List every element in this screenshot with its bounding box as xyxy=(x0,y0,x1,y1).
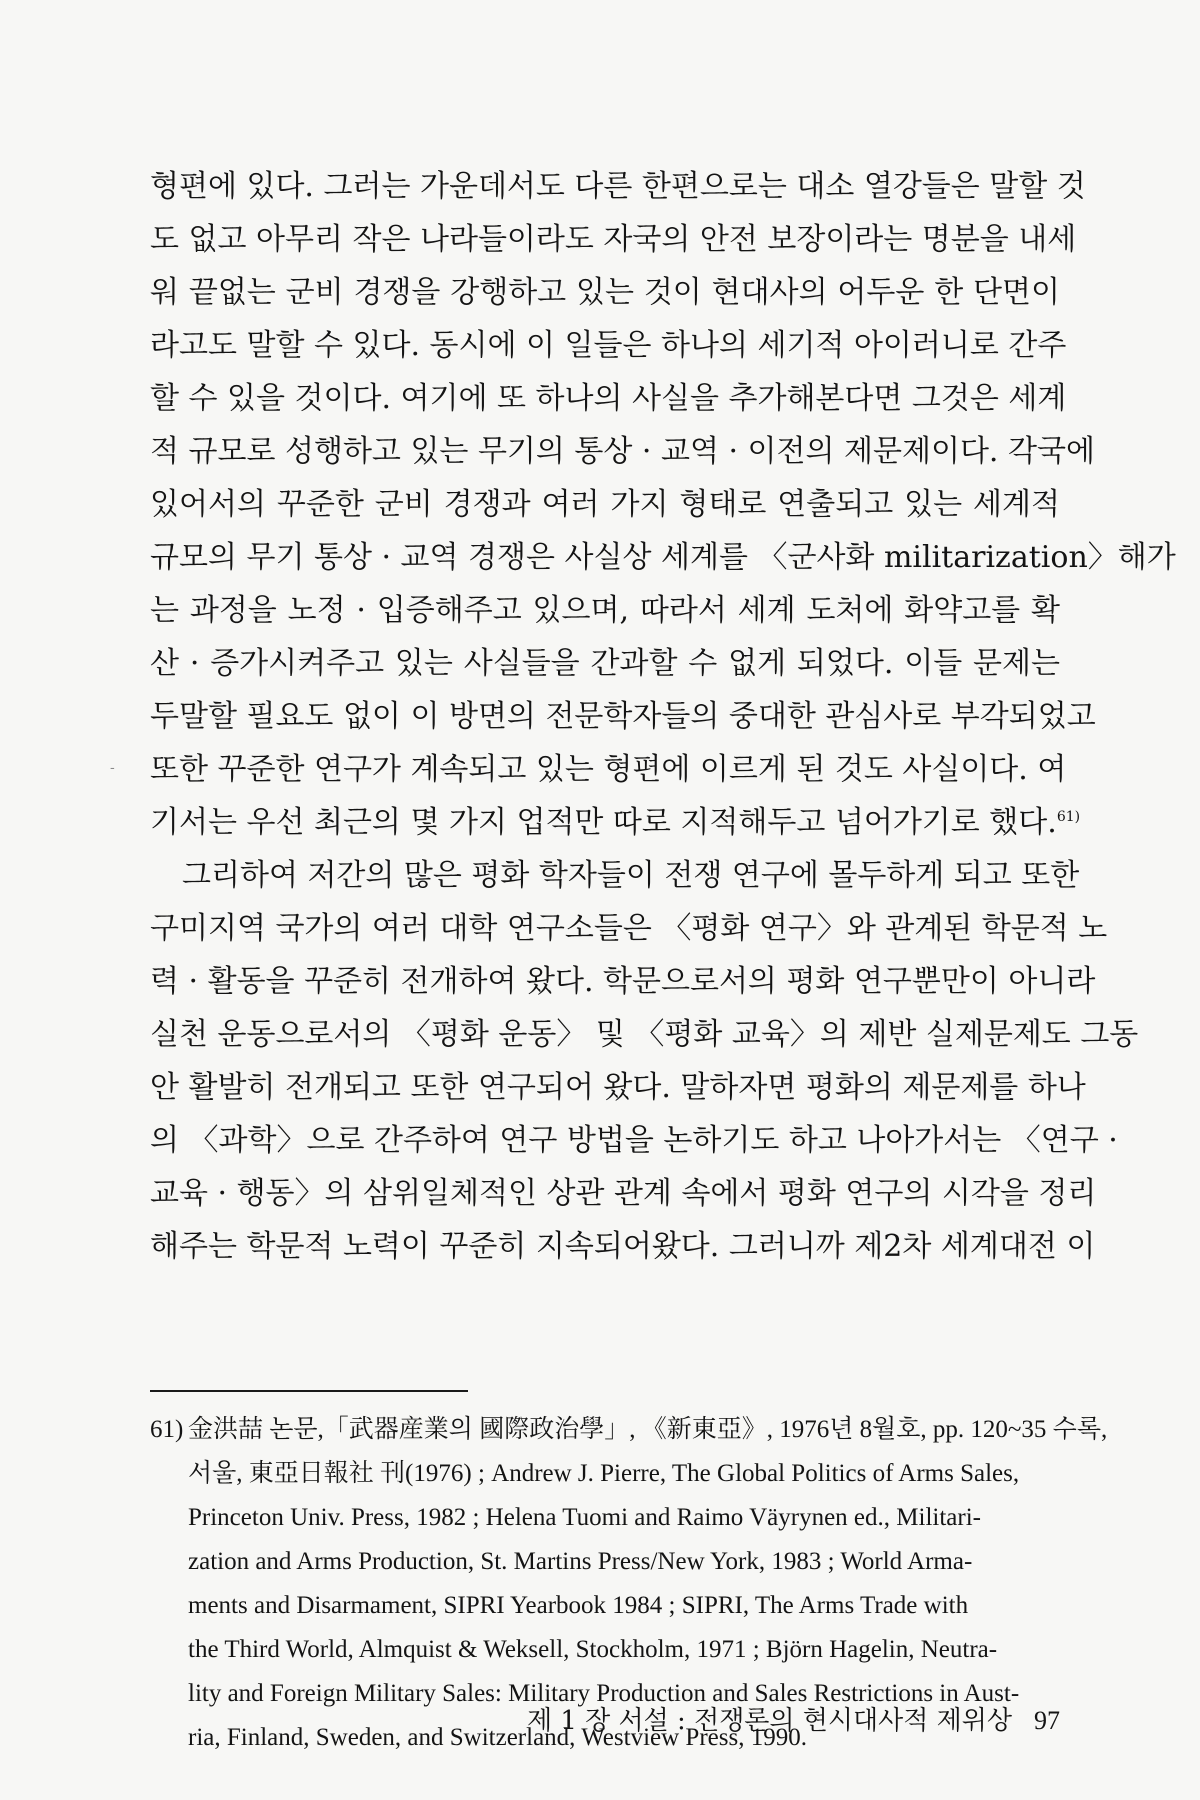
page-footer xyxy=(490,1700,1060,1737)
paragraph-first-line: 그리하여 저간의 많은 평화 학자들이 전쟁 연구에 몰두하게 되고 또한 xyxy=(182,858,1080,893)
body-line: 실천 운동으로서의 〈평화 운동〉 및 〈평화 교육〉의 제반 실제문제도 그동 xyxy=(150,1017,1139,1052)
body-line: 력 · 활동을 꾸준히 전개하여 왔다. 학문으로서의 평화 연구뿐만이 아니라 xyxy=(150,964,1096,999)
body-line: 의 〈과학〉으로 간주하여 연구 방법을 논하기도 하고 나아가서는 〈연구 · xyxy=(150,1123,1118,1158)
footnote-text: 金洪喆 논문,「武器産業의 國際政治學」, 《新東亞》, 1976년 8월호, pp. 120~35 수록, xyxy=(188,1416,1108,1443)
footnote-line: lity and Foreign Military Sales: Military Production and Sales Restrictions in Aust- xyxy=(188,1680,1020,1707)
body-line: 워 끝없는 군비 경쟁을 강행하고 있는 것이 현대사의 어두운 한 단면이 xyxy=(150,275,1060,310)
body-line: 해주는 학문적 노력이 꾸준히 지속되어왔다. 그러니까 제2차 세계대전 이 xyxy=(150,1229,1096,1264)
body-line: 라고도 말할 수 있다. 동시에 이 일들은 하나의 세기적 아이러니로 간주 xyxy=(150,328,1067,363)
footnote-number: 61) xyxy=(150,1416,184,1443)
body-line: 있어서의 꾸준한 군비 경쟁과 여러 가지 형태로 연출되고 있는 세계적 xyxy=(150,487,1060,522)
body-line: 적 규모로 성행하고 있는 무기의 통상 · 교역 · 이전의 제문제이다. 각국에 xyxy=(150,434,1095,469)
running-head: 제 1 장 서설 : 전쟁론의 현시대사적 제위상 xyxy=(526,1706,1012,1736)
margin-mark: - xyxy=(110,760,115,776)
footnote-line: the Third World, Almquist & Weksell, Stockholm, 1971 ; Björn Hagelin, Neutra- xyxy=(188,1636,998,1663)
body-line: 구미지역 국가의 여러 대학 연구소들은 〈평화 연구〉와 관계된 학문적 노 xyxy=(150,911,1108,946)
footnote-reference[interactable]: 61) xyxy=(1056,809,1081,825)
body-text xyxy=(150,160,1176,1273)
page-number: 97 xyxy=(1034,1706,1060,1735)
body-line: 교육 · 행동〉의 삼위일체적인 상관 관계 속에서 평화 연구의 시각을 정리 xyxy=(150,1176,1097,1211)
body-line: 할 수 있을 것이다. 여기에 또 하나의 사실을 추가해본다면 그것은 세계 xyxy=(150,381,1067,416)
body-line-with-note xyxy=(150,796,1081,849)
body-line: 도 없고 아무리 작은 나라들이라도 자국의 안전 보장이라는 명분을 내세 xyxy=(150,222,1077,257)
footnote-line: ments and Disarmament, SIPRI Yearbook 1984 ; SIPRI, The Arms Trade with xyxy=(188,1592,969,1619)
footnote-line: ria, Finland, Sweden, and Switzerland, Westview Press, 1990. xyxy=(188,1724,807,1751)
body-line: 또한 꾸준한 연구가 계속되고 있는 형편에 이르게 된 것도 사실이다. 여 xyxy=(150,752,1067,787)
footnote-line: zation and Arms Production, St. Martins Press/New York, 1983 ; World Arma- xyxy=(188,1548,973,1575)
footnote-line xyxy=(150,1408,1108,1452)
body-line: 형편에 있다. 그러는 가운데서도 다른 한편으로는 대소 열강들은 말할 것 xyxy=(150,169,1086,204)
body-line: 안 활발히 전개되고 또한 연구되어 왔다. 말하자면 평화의 제문제를 하나 xyxy=(150,1070,1086,1105)
body-line: 산 · 증가시켜주고 있는 사실들을 간과할 수 없게 되었다. 이들 문제는 xyxy=(150,646,1060,681)
footnote-line: 서울, 東亞日報社 刊(1976) ; Andrew J. Pierre, The Global Politics of Arms Sales, xyxy=(188,1460,1020,1487)
body-line: 두말할 필요도 없이 이 방면의 전문학자들의 중대한 관심사로 부각되었고 xyxy=(150,699,1096,734)
footnote-divider xyxy=(150,1390,468,1392)
footnote-line: Princeton Univ. Press, 1982 ; Helena Tuomi and Raimo Väyrynen ed., Militari- xyxy=(188,1504,981,1531)
body-line: 규모의 무기 통상 · 교역 경쟁은 사실상 세계를 〈군사화 militarization〉해가 xyxy=(150,540,1176,575)
body-line-text: 기서는 우선 최근의 몇 가지 업적만 따로 지적해두고 넘어가기로 했다. xyxy=(150,805,1057,840)
body-line: 는 과정을 노정 · 입증해주고 있으며, 따라서 세계 도처에 화약고를 확 xyxy=(150,593,1060,628)
